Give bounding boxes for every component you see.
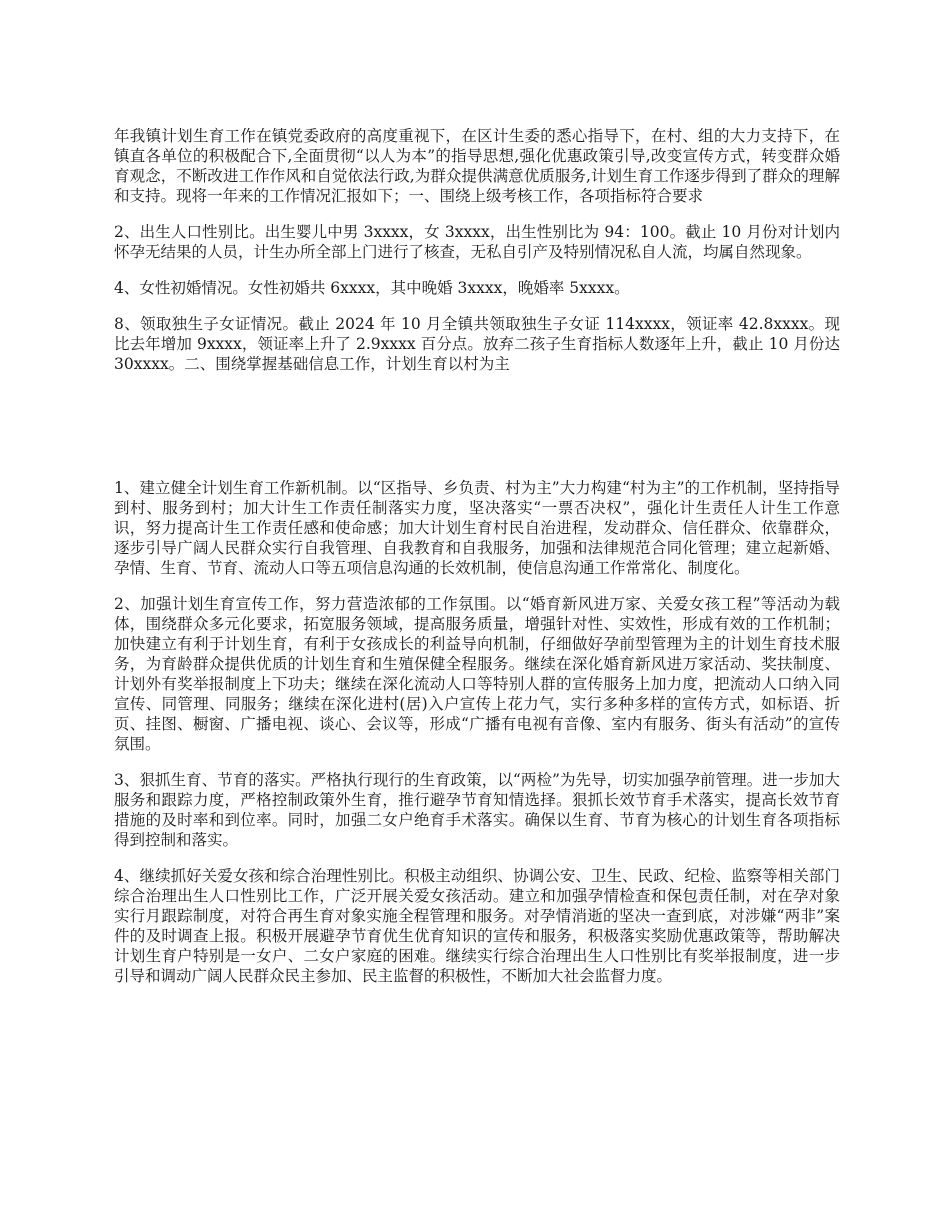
paragraph-birth-control: 3、狠抓生育、节育的落实。严格执行现行的生育政策，以“两检”为先导，切实加强孕前管理。进一步加大服务和跟踪力度，严格控制政策外生育，推行避孕节育知情选择。狠抓长效节育手术落实，提高长效节育措施的及时率和到位率。同时，加强二女户绝育手术落实。确保以生育、节育为核心的计划生育各项指标得到控制和落实。 xyxy=(114,771,840,849)
paragraph-publicity-work: 2、加强计划生育宣传工作，努力营造浓郁的工作氛围。以“婚育新风进万家、关爱女孩工程”等活动为载体，围绕群众多元化要求，拓宽服务领域，提高服务质量，增强针对性、实效性，形成有效的工作机制；加快建立有利于计划生育，有利于女孩成长的利益导向机制，仔细做好孕前型管理为主的计划生育技术服务，为育龄群众提供优质的计划生育和生殖保健全程服务。继续在深化婚育新风进万家活动、奖扶制度、计划外有奖举报制度上下功夫；继续在深化流动人口等特别人群的宣传服务上加力度，把流动人口纳入同宣传、同管理、同服务；继续在深化进村(居)入户宣传上花力气，实行多种多样的宣传方式，如标语、折页、挂图、橱窗、广播电视、谈心、会议等，形成“广播有电视有音像、室内有服务、街头有活动”的宣传氛围。 xyxy=(114,595,840,753)
paragraph-single-child-certificate: 8、领取独生子女证情况。截止 2024 年 10 月全镇共领取独生子女证 114xxxx，领证率 42.8xxxx。现比去年增加 9xxxx，领证率上升了 2.9xxxx 百分点。放弃二孩子生育指标人数逐年上升，截止 10 月份达 30xxxx。二、围绕掌握基础信息工作，计划生育以村为主 xyxy=(114,315,840,373)
paragraph-intro: 年我镇计划生育工作在镇党委政府的高度重视下，在区计生委的悉心指导下，在村、组的大力支持下，在镇直各单位的积极配合下,全面贯彻“以人为本”的指导思想,强化优惠政策引导,改变宣传方式，转变群众婚育观念，不断改进工作作风和自觉依法行政,为群众提供满意优质服务,计划生育工作逐步得到了群众的理解和支持。现将一年来的工作情况汇报如下；一、围绕上级考核工作，各项指标符合要求 xyxy=(114,127,840,205)
text-section-lower xyxy=(114,478,840,1002)
paragraph-care-for-girls: 4、继续抓好关爱女孩和综合治理性别比。积极主动组织、协调公安、卫生、民政、纪检、监察等相关部门综合治理出生人口性别比工作，广泛开展关爱女孩活动。建立和加强孕情检查和保包责任制，对在孕对象实行月跟踪制度，对符合再生育对象实施全程管理和服务。对孕情消逝的坚决一查到底，对涉嫌“两非”案件的及时调查上报。积极开展避孕节育优生优育知识的宣传和服务，积极落实奖励优惠政策等，帮助解决计划生育户特别是一女户、二女户家庭的困难。继续实行综合治理出生人口性别比有奖举报制度，进一步引导和调动广阔人民群众民主参加、民主监督的积极性，不断加大社会监督力度。 xyxy=(114,867,840,985)
paragraph-first-marriage: 4、女性初婚情况。女性初婚共 6xxxx，其中晚婚 3xxxx，晚婚率 5xxxx。 xyxy=(114,279,630,297)
paragraph-sex-ratio: 2、出生人口性别比。出生婴儿中男 3xxxx，女 3xxxx，出生性别比为 94：100。截止 10 月份对计划内怀孕无结果的人员，计生办所全部上门进行了核查，无私自引产及特别情况私自人流，均属自然现象。 xyxy=(114,223,840,261)
paragraph-new-mechanism: 1、建立健全计划生育工作新机制。以“区指导、乡负责、村为主”大力构建“村为主”的工作机制，坚持指导到村、服务到村；加大计生工作责任制落实力度，坚决落实“一票否决权”，强化计生责任人计生工作意识，努力提高计生工作责任感和使命感；加大计划生育村民自治进程，发动群众、信任群众、依靠群众，逐步引导广阔人民群众实行自我管理、自我教育和自我服务，加强和法律规范合同化管理；建立起新婚、孕情、生育、节育、流动人口等五项信息沟通的长效机制，使信息沟通工作常常化、制度化。 xyxy=(114,479,840,577)
text-section-upper xyxy=(114,126,840,390)
